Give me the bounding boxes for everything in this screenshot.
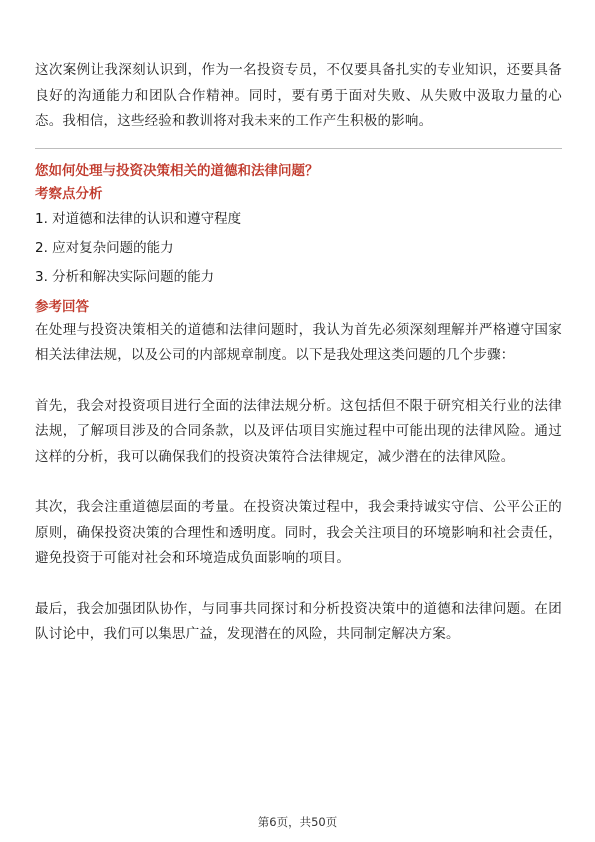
reference-paragraph: 首先，我会对投资项目进行全面的法律法规分析。这包括但不限于研究相关行业的法律法规，了解项目涉及的合同条款，以及评估项目实施过程中可能出现的法律风险。通过这样的分析，我可以确保我们的投资决策符合法律规定，减少潜在的法律风险。 — [35, 397, 562, 465]
analysis-list — [35, 205, 562, 292]
list-item: 1. 对道德和法律的认识和遵守程度 — [35, 210, 242, 227]
reference-paragraph: 最后，我会加强团队协作，与同事共同探讨和分析投资决策中的道德和法律问题。在团队讨论中，我们可以集思广益，发现潜在的风险，共同制定解决方案。 — [35, 600, 562, 642]
list-item: 3. 分析和解决实际问题的能力 — [35, 268, 215, 285]
paragraph-gap — [35, 470, 562, 495]
page-content — [35, 58, 562, 648]
list-item: 2. 应对复杂问题的能力 — [35, 239, 174, 256]
question-heading: 您如何处理与投资决策相关的道德和法律问题？ — [35, 162, 319, 179]
intro-paragraph: 这次案例让我深刻认识到，作为一名投资专员，不仅要具备扎实的专业知识，还要具备良好的沟通能力和团队合作精神。同时，要有勇于面对失败、从失败中汲取力量的心态。我相信，这些经验和教训将对我未来的工作产生积极的影响。 — [35, 62, 562, 129]
paragraph-gap — [35, 369, 562, 394]
analysis-title: 考察点分析 — [35, 185, 103, 202]
reference-title: 参考回答 — [35, 298, 89, 315]
section-divider — [35, 148, 562, 149]
paragraph-gap — [35, 572, 562, 597]
reference-paragraph: 在处理与投资决策相关的道德和法律问题时，我认为首先必须深刻理解并严格遵守国家相关法律法规，以及公司的内部规章制度。以下是我处理这类问题的几个步骤： — [35, 321, 562, 363]
reference-paragraph: 其次，我会注重道德层面的考量。在投资决策过程中，我会秉持诚实守信、公平公正的原则，确保投资决策的合理性和透明度。同时，我会关注项目的环境影响和社会责任，避免投资于可能对社会和环境造成负面影响的项目。 — [35, 499, 562, 566]
page-number-footer: 第6页，共50页 — [257, 815, 338, 829]
